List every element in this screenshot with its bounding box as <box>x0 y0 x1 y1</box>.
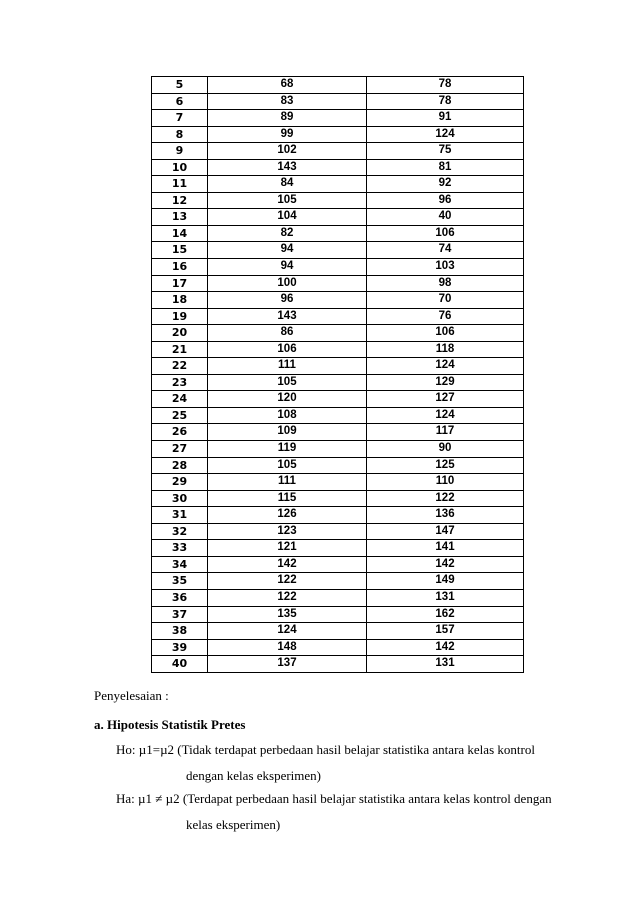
table-row <box>152 225 524 242</box>
table-row <box>152 143 524 160</box>
row-number-cell: 28 <box>152 457 208 474</box>
penyelesaian-label: Penyelesaian : <box>94 688 169 703</box>
pretest-experiment-score-cell: 142 <box>367 556 524 573</box>
h0-statement-cont: dengan kelas eksperimen) <box>186 768 322 783</box>
hypothesis-heading: a. Hipotesis Statistik Pretes <box>94 717 246 732</box>
table-row <box>152 523 524 540</box>
row-number-cell: 9 <box>152 143 208 160</box>
row-number-cell: 21 <box>152 341 208 358</box>
row-number-cell: 35 <box>152 573 208 590</box>
pretest-control-score-cell: 143 <box>208 159 367 176</box>
row-number-cell: 20 <box>152 325 208 342</box>
table-row <box>152 110 524 127</box>
pretest-experiment-score-cell: 117 <box>367 424 524 441</box>
pretest-experiment-score-cell: 81 <box>367 159 524 176</box>
pretest-experiment-score-cell: 106 <box>367 325 524 342</box>
table-row <box>152 656 524 673</box>
row-number-cell: 31 <box>152 507 208 524</box>
pretest-experiment-score-cell: 131 <box>367 656 524 673</box>
pretest-experiment-score-cell: 78 <box>367 93 524 110</box>
pretest-control-score-cell: 111 <box>208 358 367 375</box>
pretest-experiment-score-cell: 136 <box>367 507 524 524</box>
pretest-control-score-cell: 105 <box>208 192 367 209</box>
table-row <box>152 407 524 424</box>
pretest-experiment-score-cell: 147 <box>367 523 524 540</box>
row-number-cell: 32 <box>152 523 208 540</box>
row-number-cell: 13 <box>152 209 208 226</box>
row-number-cell: 36 <box>152 589 208 606</box>
row-number-cell: 16 <box>152 259 208 276</box>
table-row <box>152 589 524 606</box>
row-number-cell: 15 <box>152 242 208 259</box>
pretest-control-score-cell: 115 <box>208 490 367 507</box>
pretest-control-score-cell: 120 <box>208 391 367 408</box>
table-row <box>152 556 524 573</box>
pretest-experiment-score-cell: 78 <box>367 77 524 94</box>
row-number-cell: 39 <box>152 639 208 656</box>
table-row <box>152 325 524 342</box>
pretest-experiment-score-cell: 40 <box>367 209 524 226</box>
pretest-experiment-score-cell: 141 <box>367 540 524 557</box>
pretest-control-score-cell: 123 <box>208 523 367 540</box>
pretest-experiment-score-cell: 106 <box>367 225 524 242</box>
pretest-experiment-score-cell: 91 <box>367 110 524 127</box>
row-number-cell: 30 <box>152 490 208 507</box>
pretest-control-score-cell: 84 <box>208 176 367 193</box>
table-row <box>152 275 524 292</box>
pretest-experiment-score-cell: 127 <box>367 391 524 408</box>
table-row <box>152 507 524 524</box>
pretest-experiment-score-cell: 103 <box>367 259 524 276</box>
row-number-cell: 8 <box>152 126 208 143</box>
h0-statement: Ho: µ1=µ2 (Tidak terdapat perbedaan hasil belajar statistika antara kelas kontrol <box>116 742 535 757</box>
row-number-cell: 12 <box>152 192 208 209</box>
pretest-control-score-cell: 68 <box>208 77 367 94</box>
table-row <box>152 374 524 391</box>
table-row <box>152 391 524 408</box>
pretest-control-score-cell: 126 <box>208 507 367 524</box>
pretest-experiment-score-cell: 125 <box>367 457 524 474</box>
pretest-control-score-cell: 83 <box>208 93 367 110</box>
pretest-experiment-score-cell: 149 <box>367 573 524 590</box>
pretest-experiment-score-cell: 70 <box>367 292 524 309</box>
table-row <box>152 441 524 458</box>
row-number-cell: 34 <box>152 556 208 573</box>
pretest-experiment-score-cell: 110 <box>367 474 524 491</box>
table-row <box>152 540 524 557</box>
pretest-control-score-cell: 122 <box>208 573 367 590</box>
pretest-experiment-score-cell: 74 <box>367 242 524 259</box>
pretest-control-score-cell: 96 <box>208 292 367 309</box>
pretest-experiment-score-cell: 131 <box>367 589 524 606</box>
table-row <box>152 341 524 358</box>
table-row <box>152 308 524 325</box>
row-number-cell: 27 <box>152 441 208 458</box>
pretest-control-score-cell: 108 <box>208 407 367 424</box>
table-row <box>152 573 524 590</box>
pretest-experiment-score-cell: 76 <box>367 308 524 325</box>
pretest-experiment-score-cell: 92 <box>367 176 524 193</box>
pretest-experiment-score-cell: 124 <box>367 407 524 424</box>
row-number-cell: 6 <box>152 93 208 110</box>
pretest-experiment-score-cell: 124 <box>367 358 524 375</box>
table-row <box>152 606 524 623</box>
table-row <box>152 424 524 441</box>
pretest-control-score-cell: 135 <box>208 606 367 623</box>
row-number-cell: 19 <box>152 308 208 325</box>
pretest-experiment-score-cell: 157 <box>367 623 524 640</box>
pretest-experiment-score-cell: 122 <box>367 490 524 507</box>
ha-statement: Ha: µ1 ≠ µ2 (Terdapat perbedaan hasil belajar statistika antara kelas kontrol dengan <box>116 791 552 806</box>
table-row <box>152 77 524 94</box>
pretest-control-score-cell: 100 <box>208 275 367 292</box>
pretest-control-score-cell: 143 <box>208 308 367 325</box>
row-number-cell: 37 <box>152 606 208 623</box>
row-number-cell: 23 <box>152 374 208 391</box>
table-row <box>152 159 524 176</box>
pretest-control-score-cell: 109 <box>208 424 367 441</box>
row-number-cell: 29 <box>152 474 208 491</box>
pretest-experiment-score-cell: 90 <box>367 441 524 458</box>
pretest-control-score-cell: 111 <box>208 474 367 491</box>
table-row <box>152 490 524 507</box>
table-row <box>152 242 524 259</box>
table-row <box>152 93 524 110</box>
row-number-cell: 7 <box>152 110 208 127</box>
row-number-cell: 24 <box>152 391 208 408</box>
table-row <box>152 623 524 640</box>
row-number-cell: 25 <box>152 407 208 424</box>
pretest-control-score-cell: 119 <box>208 441 367 458</box>
pretest-control-score-cell: 148 <box>208 639 367 656</box>
row-number-cell: 26 <box>152 424 208 441</box>
pretest-experiment-score-cell: 129 <box>367 374 524 391</box>
table-row <box>152 126 524 143</box>
row-number-cell: 11 <box>152 176 208 193</box>
table-row <box>152 639 524 656</box>
pretest-control-score-cell: 94 <box>208 242 367 259</box>
pretest-control-score-cell: 102 <box>208 143 367 160</box>
row-number-cell: 14 <box>152 225 208 242</box>
row-number-cell: 18 <box>152 292 208 309</box>
table-row <box>152 209 524 226</box>
row-number-cell: 22 <box>152 358 208 375</box>
pretest-experiment-score-cell: 96 <box>367 192 524 209</box>
pretest-control-score-cell: 121 <box>208 540 367 557</box>
table-row <box>152 457 524 474</box>
row-number-cell: 17 <box>152 275 208 292</box>
row-number-cell: 5 <box>152 77 208 94</box>
pretest-experiment-score-cell: 75 <box>367 143 524 160</box>
table-row <box>152 474 524 491</box>
pretest-control-score-cell: 105 <box>208 374 367 391</box>
row-number-cell: 10 <box>152 159 208 176</box>
pretest-control-score-cell: 86 <box>208 325 367 342</box>
table-row <box>152 358 524 375</box>
pretest-control-score-cell: 105 <box>208 457 367 474</box>
pretest-control-score-cell: 82 <box>208 225 367 242</box>
pretest-experiment-score-cell: 118 <box>367 341 524 358</box>
pretest-control-score-cell: 89 <box>208 110 367 127</box>
pretest-experiment-score-cell: 142 <box>367 639 524 656</box>
pretest-control-score-cell: 94 <box>208 259 367 276</box>
table-row <box>152 176 524 193</box>
table-row <box>152 292 524 309</box>
pretest-control-score-cell: 142 <box>208 556 367 573</box>
pretest-control-score-cell: 104 <box>208 209 367 226</box>
score-table <box>151 76 524 673</box>
pretest-control-score-cell: 106 <box>208 341 367 358</box>
pretest-experiment-score-cell: 162 <box>367 606 524 623</box>
pretest-control-score-cell: 122 <box>208 589 367 606</box>
pretest-control-score-cell: 99 <box>208 126 367 143</box>
table-row <box>152 192 524 209</box>
ha-statement-cont: kelas eksperimen) <box>186 817 281 832</box>
pretest-experiment-score-cell: 98 <box>367 275 524 292</box>
pretest-control-score-cell: 124 <box>208 623 367 640</box>
row-number-cell: 38 <box>152 623 208 640</box>
row-number-cell: 40 <box>152 656 208 673</box>
table-row <box>152 259 524 276</box>
row-number-cell: 33 <box>152 540 208 557</box>
pretest-control-score-cell: 137 <box>208 656 367 673</box>
pretest-experiment-score-cell: 124 <box>367 126 524 143</box>
